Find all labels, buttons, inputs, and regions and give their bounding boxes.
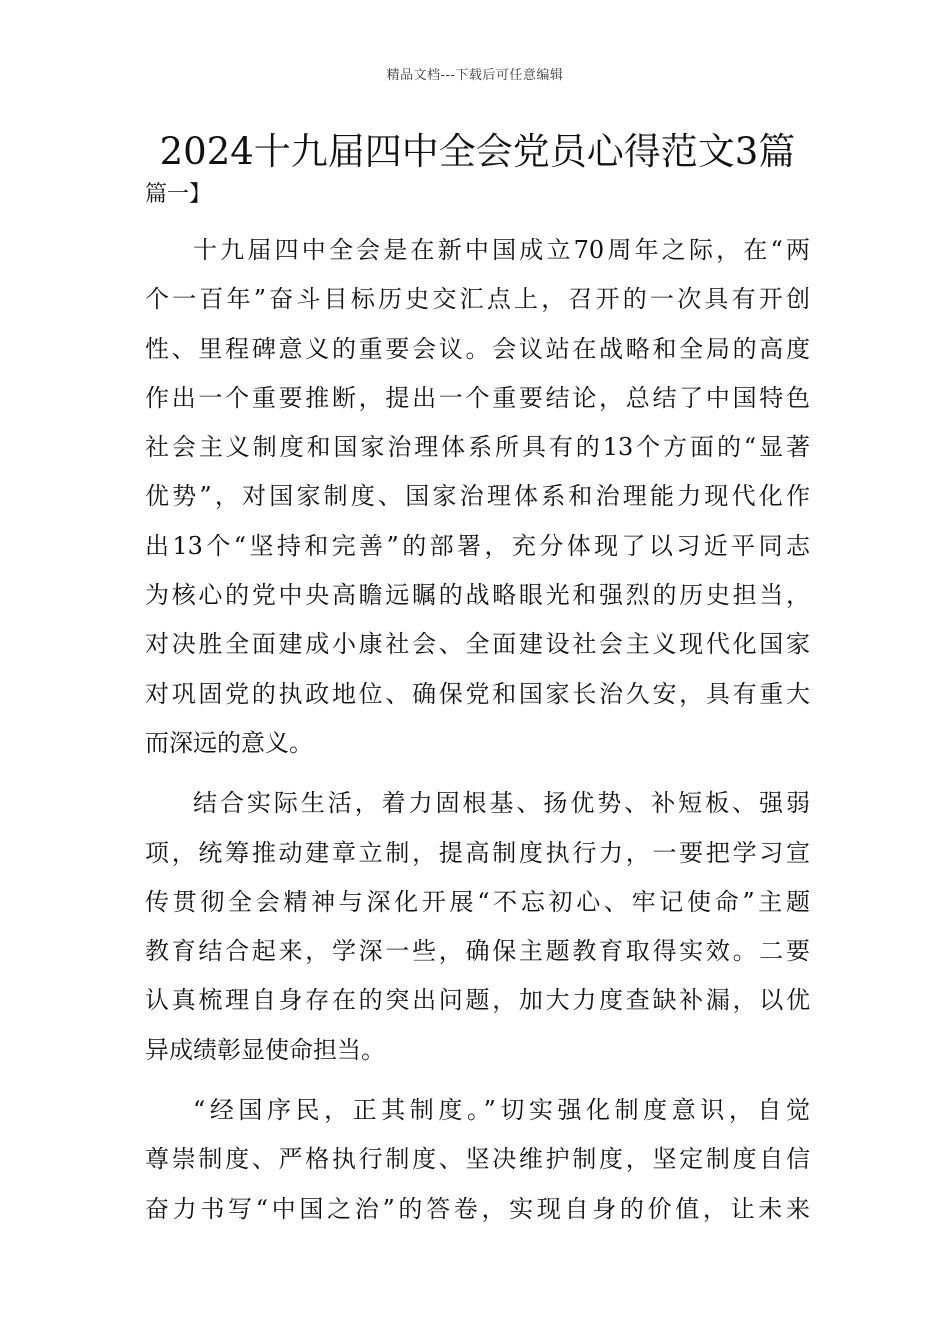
paragraph-1-line-1: 十九届四中全会是在新中国成立70周年之际，在“两 bbox=[193, 236, 810, 264]
paragraph-1-line-9: 对决胜全面建成小康社会、全面建设社会主义现代化国家 bbox=[145, 630, 810, 659]
paragraph-1-line-5: 社会主义制度和国家治理体系所具有的13个方面的“显著 bbox=[145, 433, 810, 462]
paragraph-1-line-2: 个一百年”奋斗目标历史交汇点上，召开的一次具有开创 bbox=[145, 285, 810, 314]
paragraph-1-line-6: 优势”，对国家制度、国家治理体系和治理能力现代化作 bbox=[145, 482, 810, 511]
document-body bbox=[145, 226, 810, 1234]
header-note: 精品文档---下载后可任意编辑 bbox=[386, 68, 564, 83]
document-title: 2024十九届四中全会党员心得范文3篇 bbox=[159, 130, 796, 173]
paragraph-2-line-6: 异成绩彰显使命担当。 bbox=[145, 1035, 385, 1064]
paragraph-2-line-4: 教育结合起来，学深一些，确保主题教育取得实效。二要 bbox=[145, 937, 810, 966]
paragraph-1-line-4: 作出一个重要推断，提出一个重要结论，总结了中国特色 bbox=[145, 383, 810, 412]
paragraph-2-line-5: 认真梳理自身存在的突出问题，加大力度查缺补漏，以优 bbox=[145, 986, 810, 1015]
paragraph-3-line-1: “经国序民，正其制度。”切实强化制度意识，自觉 bbox=[193, 1096, 810, 1125]
paragraph-3-line-3: 奋力书写“中国之治”的答卷，实现自身的价值，让未来 bbox=[145, 1194, 810, 1223]
paragraph-1-line-3: 性、里程碑意义的重要会议。会议站在战略和全局的高度 bbox=[145, 334, 810, 363]
paragraph-2-line-2: 项，统筹推动建章立制，提高制度执行力，一要把学习宣 bbox=[145, 838, 810, 867]
paragraph-1-line-8: 为核心的党中央高瞻远瞩的战略眼光和强烈的历史担当， bbox=[145, 581, 810, 610]
paragraph-gap bbox=[145, 1075, 810, 1086]
paragraph-2-line-3: 传贯彻全会精神与深化开展“不忘初心、牢记使命”主题 bbox=[145, 887, 810, 916]
paragraph-gap bbox=[145, 768, 810, 779]
paragraph-1-line-10: 对巩固党的执政地位、确保党和国家长治久安，具有重大 bbox=[145, 679, 810, 708]
section-label: 篇一】 bbox=[145, 182, 212, 207]
paragraph-1-line-11: 而深远的意义。 bbox=[145, 728, 313, 757]
paragraph-2-line-1: 结合实际生活，着力固根基、扬优势、补短板、强弱 bbox=[193, 789, 810, 818]
paragraph-3-line-2: 尊崇制度、严格执行制度、坚决维护制度，坚定制度自信 bbox=[145, 1145, 810, 1174]
paragraph-1-line-7: 出13个“坚持和完善”的部署，充分体现了以习近平同志 bbox=[145, 531, 810, 560]
